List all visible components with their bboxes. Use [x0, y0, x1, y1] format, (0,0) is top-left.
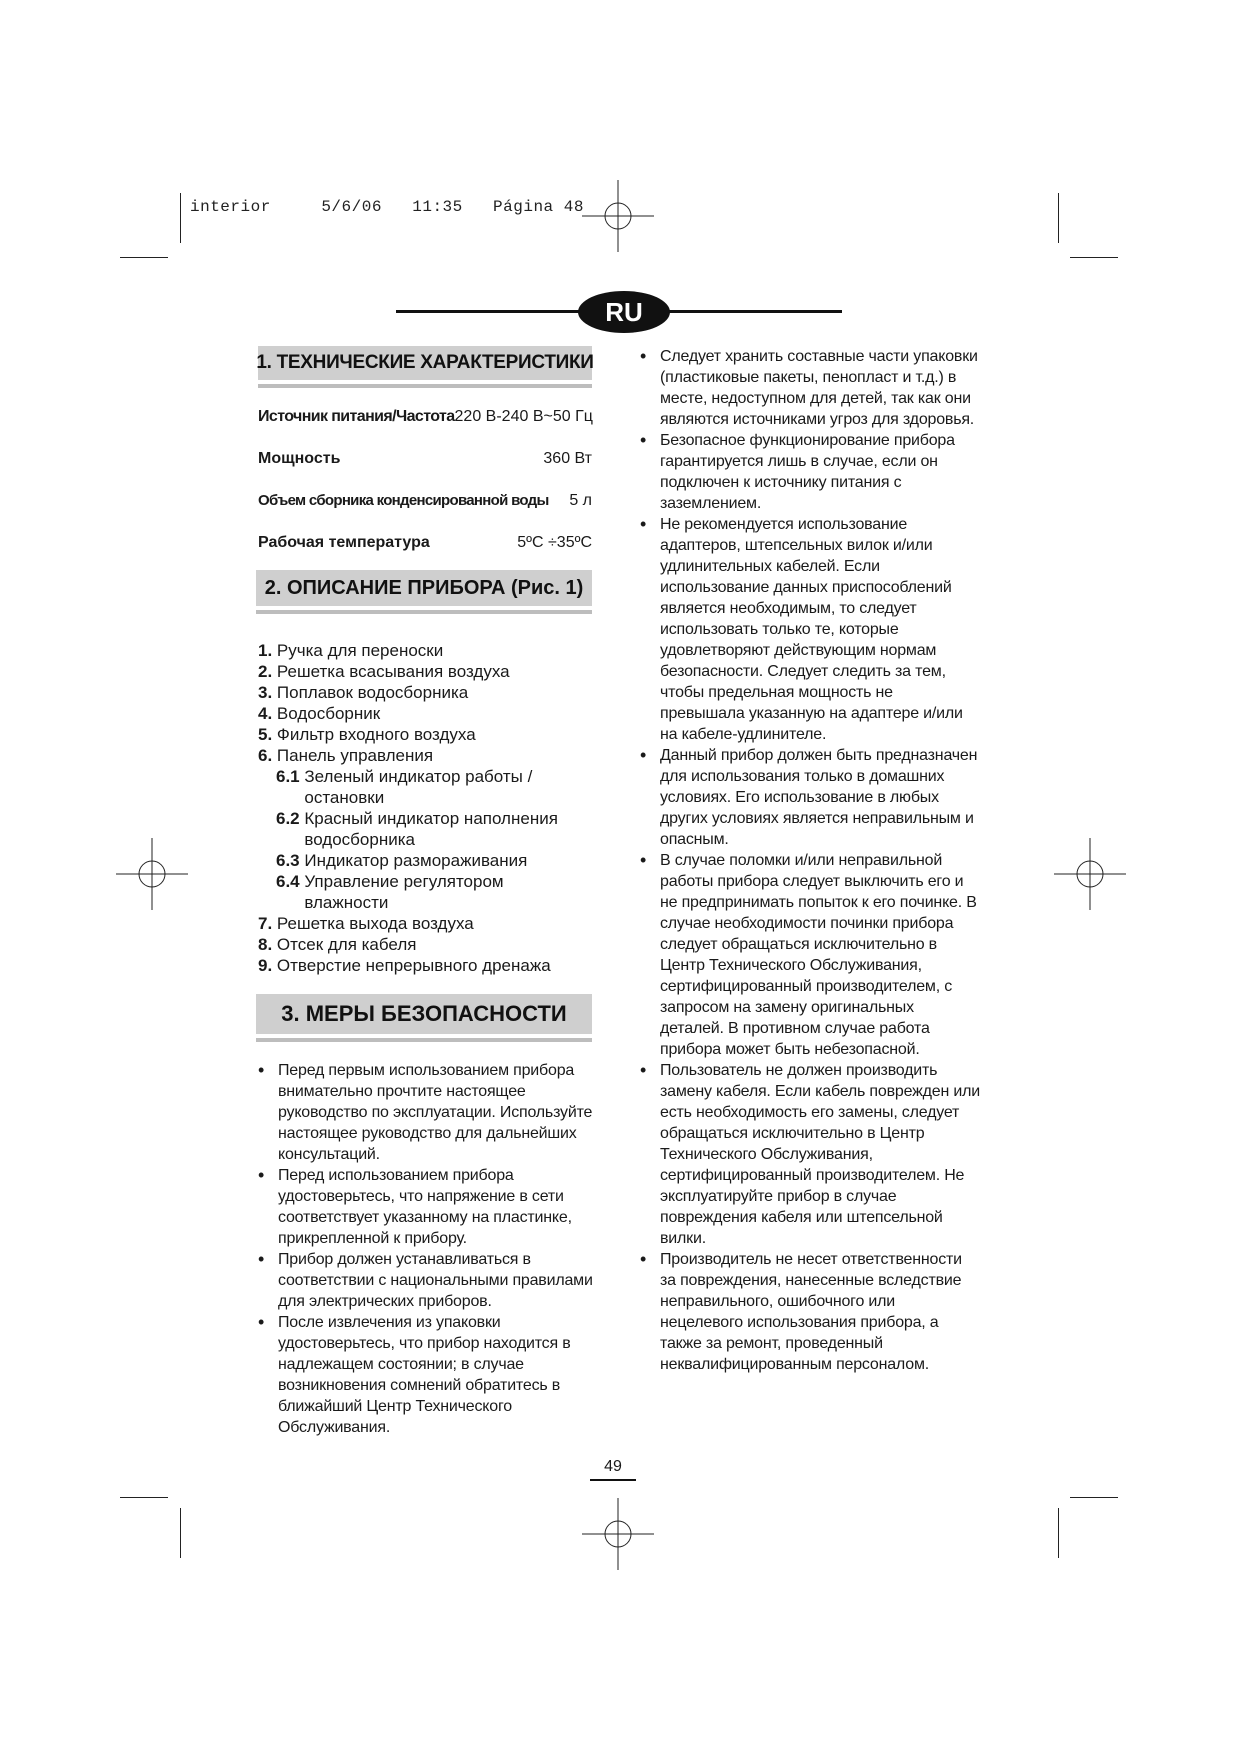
crop-mark	[120, 1497, 168, 1498]
spec-value: 5ºC ÷35ºC	[517, 534, 592, 551]
item-text: Индикатор размораживания	[304, 851, 528, 870]
bullet-icon: •	[640, 1249, 647, 1269]
page-number: 49	[604, 1458, 622, 1475]
bullet-icon: •	[258, 1312, 265, 1332]
heading-underbar	[256, 1038, 592, 1042]
spec-label: Рабочая температура	[258, 534, 430, 551]
list-item	[258, 703, 598, 724]
list-item	[258, 745, 598, 766]
item-text: Ручка для переноски	[276, 641, 444, 660]
crop-mark	[180, 1508, 181, 1558]
bullet-item	[640, 850, 980, 1060]
item-text: Отсек для кабеля	[276, 935, 417, 954]
list-item	[258, 934, 598, 955]
spec-value: 5 л	[569, 492, 592, 509]
item-text: Решетка всасывания воздуха	[276, 662, 510, 681]
item-number: 4.	[258, 704, 273, 723]
item-number: 5.	[258, 725, 273, 744]
crop-mark	[180, 193, 181, 243]
heading-underbar	[256, 610, 592, 614]
bullet-icon: •	[640, 745, 647, 765]
item-text-continued: водосборника	[304, 830, 415, 849]
item-number: 3.	[258, 683, 273, 702]
item-number: 1.	[258, 641, 273, 660]
section-heading-text: 2. ОПИСАНИЕ ПРИБОРА (Рис. 1)	[264, 576, 584, 599]
bullet-text: Перед первым использованием прибора внимательно прочтите настоящее руководство по эксплуатации. Используйте настоящее руководство для дальнейших консультаций.	[278, 1062, 593, 1163]
bullet-item	[640, 1060, 980, 1249]
section-heading-description	[256, 570, 592, 606]
item-text: Решетка выхода воздуха	[276, 914, 474, 933]
item-text: Отверстие непрерывного дренажа	[276, 956, 551, 975]
section-heading-text: 1. ТЕХНИЧЕСКИЕ ХАРАКТЕРИСТИКИ	[256, 352, 594, 373]
spec-label: Объем сборника конденсированной воды	[258, 492, 549, 509]
bullet-icon: •	[258, 1249, 265, 1269]
item-text: Фильтр входного воздуха	[276, 725, 476, 744]
bullet-text: Не рекомендуется использование адаптеров, штепсельных вилок и/или удлинительных кабелей. Если использование данных приспособлений является необходимым, то следует использовать только те, которые удовлетворяют действующим нормам безопасности. Следует следить за тем, чтобы предельная мощность не превышала указанную на адаптере и/или на кабеле-удлинителе.	[660, 516, 963, 743]
bullet-item	[258, 1060, 594, 1165]
heading-underbar	[258, 384, 592, 388]
spec-value: 220 В-240 В~50 Гц	[454, 408, 593, 425]
page-number-underline	[590, 1479, 636, 1481]
parts-list	[258, 640, 598, 976]
bullet-icon: •	[640, 1060, 647, 1080]
list-item	[258, 661, 598, 682]
bullet-text: В случае поломки и/или неправильной работы прибора следует выключить его и не предпринимать попыток к его починке. В случае необходимости починки прибора следует обращаться исключительно в Центр Технического Обслуживания, сертифицированный производителем, с запросом на замену оригинальных деталей. В противном случае работа прибора может быть небезопасной.	[660, 852, 977, 1058]
registration-mark-icon	[582, 180, 654, 252]
spec-label: Мощность	[258, 450, 341, 467]
crop-mark	[1070, 1497, 1118, 1498]
list-item	[258, 640, 598, 661]
bullet-text: Безопасное функционирование прибора гарантируется лишь в случае, если он подключен к источнику питания с заземлением.	[660, 432, 955, 512]
bullet-text: Данный прибор должен быть предназначен для использования только в домашних условиях. Его использование в любых других условиях является неправильным и опасным.	[660, 747, 978, 848]
bullet-icon: •	[640, 430, 647, 450]
list-subitem	[258, 808, 598, 850]
safety-bullets-right	[640, 346, 980, 1375]
registration-mark-icon	[116, 838, 188, 910]
item-number: 6.3	[276, 851, 300, 870]
bullet-item	[640, 514, 980, 745]
spec-label: Источник питания/Частота	[258, 408, 455, 425]
list-item	[258, 955, 598, 976]
bullet-item	[258, 1312, 594, 1438]
bullet-item	[640, 745, 980, 850]
bullet-text: Перед использованием прибора удостоверьтесь, что напряжение в сети соответствует указанному на пластинке, прикрепленной к прибору.	[278, 1167, 572, 1247]
spec-row	[258, 408, 592, 426]
bullet-item	[640, 1249, 980, 1375]
bullet-item	[258, 1249, 594, 1312]
list-item	[258, 913, 598, 934]
item-number: 9.	[258, 956, 273, 975]
list-item	[258, 724, 598, 745]
spec-row	[258, 492, 592, 510]
item-text-continued: остановки	[304, 788, 385, 807]
bullet-icon: •	[640, 346, 647, 366]
item-text: Поплавок водосборника	[276, 683, 469, 702]
bullet-text: Пользователь не должен производить замену кабеля. Если кабель поврежден или есть необходимость его замены, следует обращаться исключительно в Центр Технического Обслуживания, сертифицированный производителем. Не эксплуатируйте прибор в случае повреждения кабеля или штепсельной вилки.	[660, 1062, 980, 1247]
item-text: Панель управления	[276, 746, 434, 765]
item-text: Зеленый индикатор работы /	[304, 767, 533, 786]
item-text: Управление регулятором	[304, 872, 504, 891]
crop-mark	[1058, 193, 1059, 243]
crop-mark	[1070, 257, 1118, 258]
item-number: 6.2	[276, 809, 300, 828]
item-text-continued: влажности	[304, 893, 389, 912]
item-number: 7.	[258, 914, 273, 933]
section-heading-specs	[258, 346, 592, 380]
crop-mark	[120, 257, 168, 258]
safety-bullets-left	[258, 1060, 594, 1438]
list-subitem	[258, 871, 598, 913]
bullet-text: Производитель не несет ответственности за повреждения, нанесенные вследствие неправильного, ошибочного или нецелевого использования прибора, а также за ремонт, проведенный неквалифицированным персоналом.	[660, 1251, 962, 1373]
bullet-text: Прибор должен устанавливаться в соответствии с национальными правилами для электрических приборов.	[278, 1251, 593, 1310]
section-heading-safety	[256, 994, 592, 1034]
spec-value: 360 Вт	[543, 450, 592, 467]
bullet-text: Следует хранить составные части упаковки (пластиковые пакеты, пенопласт и т.д.) в месте, недоступном для детей, так как они являются источниками угроз для здоровья.	[660, 348, 978, 428]
bullet-item	[640, 346, 980, 430]
bullet-icon: •	[640, 514, 647, 534]
bullet-icon: •	[258, 1060, 265, 1080]
list-subitem	[258, 850, 598, 871]
list-item	[258, 682, 598, 703]
item-number: 8.	[258, 935, 273, 954]
list-subitem	[258, 766, 598, 808]
item-number: 6.1	[276, 767, 300, 786]
crop-mark	[1058, 1508, 1059, 1558]
bullet-item	[640, 430, 980, 514]
section-heading-text: 3. МЕРЫ БЕЗОПАСНОСТИ	[281, 1001, 567, 1026]
bullet-item	[258, 1165, 594, 1249]
item-number: 6.	[258, 746, 273, 765]
print-header: interior 5/6/06 11:35 Página 48	[190, 198, 584, 216]
spec-row	[258, 534, 592, 552]
registration-mark-icon	[582, 1498, 654, 1570]
item-text: Красный индикатор наполнения	[304, 809, 558, 828]
registration-mark-icon	[1054, 838, 1126, 910]
item-number: 6.4	[276, 872, 300, 891]
bullet-text: После извлечения из упаковки удостоверьтесь, что прибор находится в надлежащем состоянии; в случае возникновения сомнений обратитесь в ближайший Центр Технического Обслуживания.	[278, 1314, 571, 1436]
bullet-icon: •	[258, 1165, 265, 1185]
item-number: 2.	[258, 662, 273, 681]
item-text: Водосборник	[276, 704, 381, 723]
spec-row	[258, 450, 592, 468]
bullet-icon: •	[640, 850, 647, 870]
language-badge: RU	[578, 291, 670, 333]
